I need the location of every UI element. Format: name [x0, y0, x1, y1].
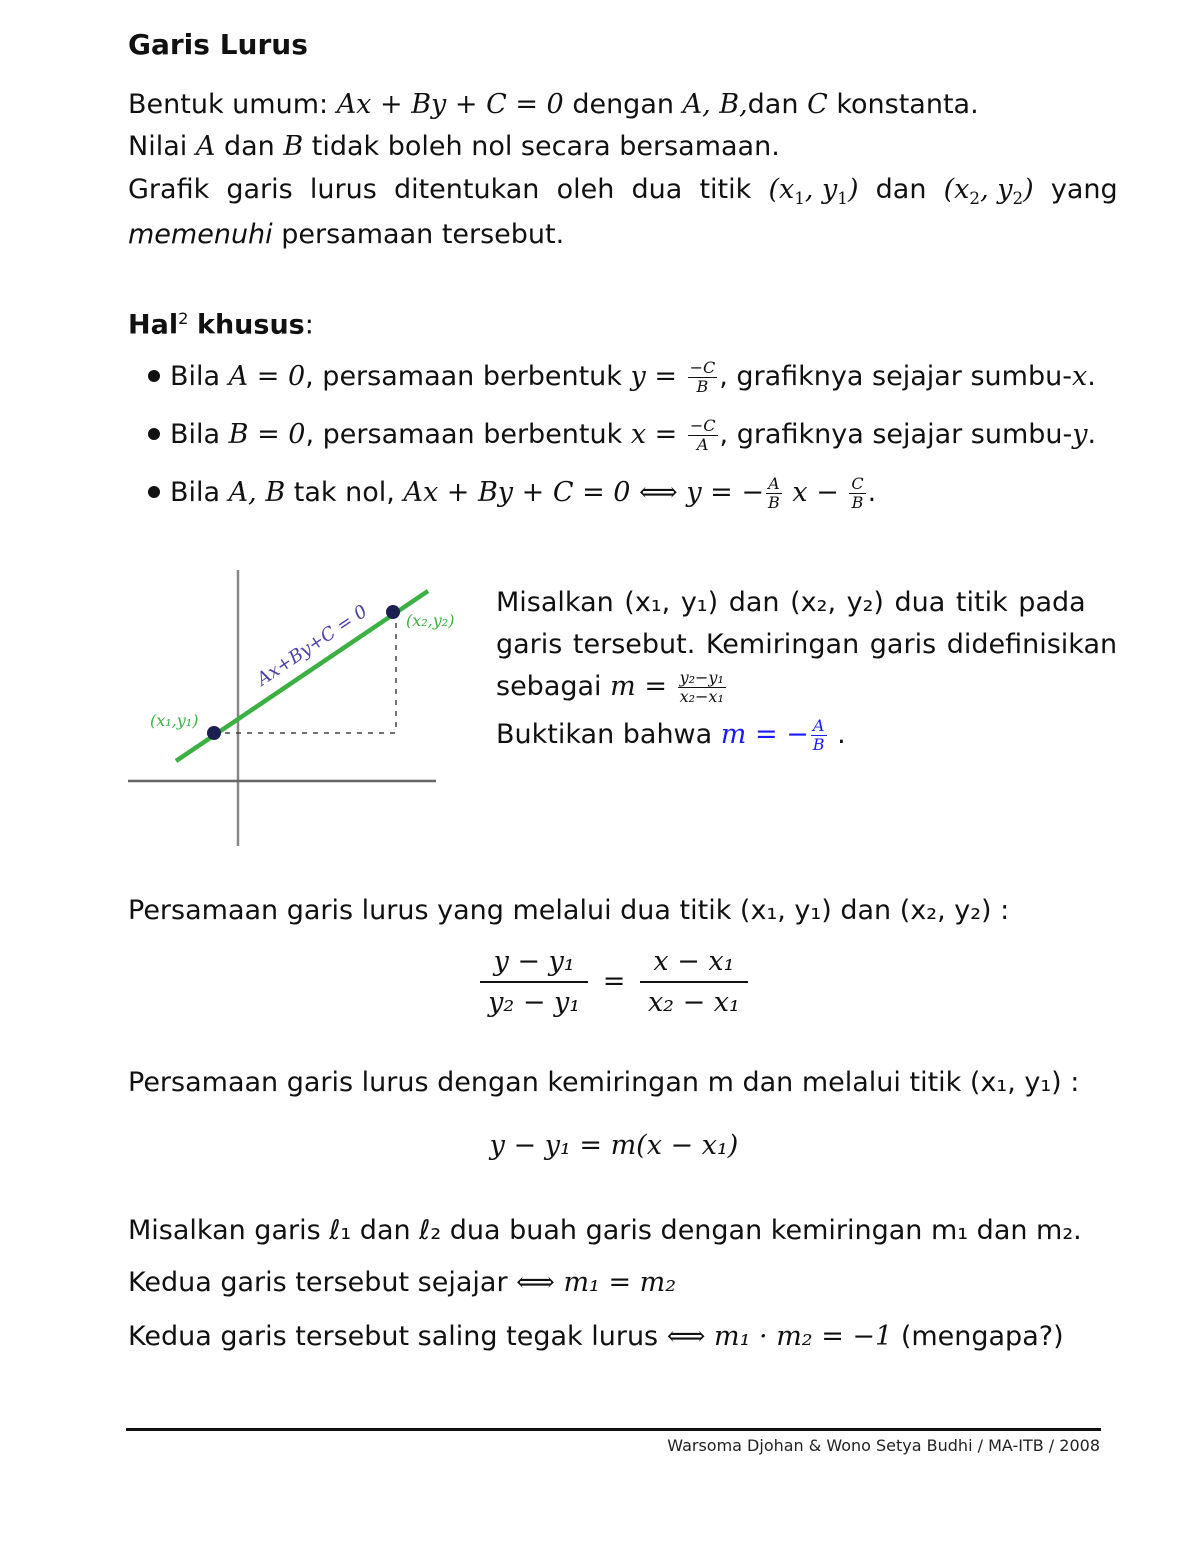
bullet-text: , persamaan berbentuk [305, 419, 623, 450]
bullet-math: x = [630, 419, 678, 450]
math-var: A [195, 131, 216, 162]
bullet-math: x − [792, 477, 839, 508]
bullet-icon [148, 370, 160, 382]
math-var: B [283, 131, 304, 162]
fraction: $\frac{-C}{B}$ [689, 358, 716, 396]
slope-line-1: Misalkan (x₁, y₁) dan (x₂, y₂) dua titik pada [496, 587, 1086, 618]
heading-sup: 2 [178, 309, 189, 328]
khusus-heading [128, 302, 314, 343]
footer-credit: Warsoma Djohan & Wono Setya Budhi / MA-ITB / 2008 [667, 1436, 1100, 1455]
intro-text: dengan [572, 89, 674, 120]
slope-line-4 [496, 718, 846, 753]
point-1 [207, 726, 221, 740]
point-2 [386, 605, 400, 619]
general-equation: Ax + By + C = 0 [336, 89, 564, 120]
footer-rule [126, 1428, 1101, 1431]
bullet-text: , grafiknya sejajar sumbu- [719, 419, 1073, 450]
intro-text: dan [747, 89, 799, 120]
bullet-math: B = 0 [228, 419, 306, 450]
parallel-math: ⟺ m₁ · m₂ = −1 [666, 1321, 893, 1352]
bullet-3: Bila A, B tak nol, Ax + By + C = 0 ⟺ y = − $\frac{A}{B}$ x − $\frac{C}{B}$ . [148, 476, 876, 511]
fraction: $\frac{C}{B}$ [851, 474, 864, 512]
bullet-text: Bila [170, 419, 221, 450]
twopoint-formula [0, 948, 1200, 1016]
slope-line-2: garis tersebut. Kemiringan garis didefinisikan [496, 629, 1118, 660]
heading-text: Hal [128, 309, 179, 341]
twopoint-rhs: $\frac{\text{x − x₁}}{\text{x₂ − x₁}}$ [640, 948, 748, 1016]
math-vars: A, B, [682, 89, 748, 120]
parallel-text: Kedua garis tersebut sejajar [128, 1267, 508, 1298]
intro-text: dan [875, 174, 927, 205]
period: . [837, 719, 846, 750]
parallel-line-3 [128, 1320, 1064, 1354]
slope-fraction: $\frac{\text{y₂−y₁}}{\text{x₂−x₁}}$ [679, 668, 724, 706]
bullet-text: Bila [170, 361, 221, 392]
intro-line-1 [128, 88, 979, 122]
slope-math: m = [610, 671, 667, 702]
page-title: Garis Lurus [128, 28, 308, 61]
intro-text: yang [1050, 174, 1118, 205]
math-var: C [807, 89, 828, 120]
intro-line-4 [128, 218, 564, 252]
intro-text: Nilai [128, 131, 188, 162]
intro-line-3: Grafik garis lurus ditentukan oleh dua titik ($x_1$, $y_1$) dan ($x_2$, $y_2$) yang [128, 174, 1118, 208]
bullet-text: tak nol, [293, 477, 395, 508]
intro-text: Grafik garis lurus ditentukan oleh dua titik [128, 174, 752, 205]
parallel-line-2 [128, 1266, 676, 1300]
bullet-text: Bila [170, 477, 221, 508]
intro-text: Bentuk umum: [128, 89, 329, 120]
fraction: $\frac{-C}{A}$ [689, 416, 716, 454]
parallel-math: ⟺ m₁ = m₂ [516, 1267, 677, 1298]
bullet-icon [148, 428, 160, 440]
bullet-math: y = [630, 361, 677, 392]
heading-colon: : [304, 309, 314, 341]
heading-text: khusus [196, 309, 305, 341]
bullet-text: , grafiknya sejajar sumbu- [719, 361, 1072, 392]
equals-sign: = [602, 965, 626, 997]
pointslope-formula: y − y₁ = m(x − x₁) [489, 1130, 739, 1161]
slope-text: sebagai [496, 671, 602, 702]
line-graph [120, 564, 460, 854]
bullet-math: y [1072, 419, 1088, 450]
slope-claim-fraction: $\frac{A}{B}$ [812, 716, 825, 754]
point-2-label: (x₂,y₂) [406, 611, 455, 630]
point-1-label: (x₁,y₁) [150, 711, 199, 730]
twopoint-text: Persamaan garis lurus yang melalui dua titik (x₁, y₁) dan (x₂, y₂) : [128, 895, 1010, 926]
intro-text: tidak boleh nol secara bersamaan. [311, 131, 780, 162]
line-label: Ax+By+C = 0 [253, 600, 372, 691]
bullet-text: , persamaan berbentuk [305, 361, 622, 392]
bullet-math: A, B [228, 477, 286, 508]
fraction: $\frac{A}{B}$ [768, 474, 780, 512]
bullet-math: x [1071, 361, 1088, 392]
pointslope-text: Persamaan garis lurus dengan kemiringan m dan melalui titik (x₁, y₁) : [128, 1067, 1080, 1098]
bullet-math: A = 0 [228, 361, 306, 392]
intro-text: persamaan tersebut. [281, 219, 565, 250]
slope-line-3 [496, 670, 728, 705]
intro-text: konstanta. [836, 89, 979, 120]
bullet-2: Bila B = 0, persamaan berbentuk x = $\frac{-C}{A}$ , grafiknya sejajar sumbu-y. [148, 418, 1096, 453]
intro-line-2 [128, 130, 780, 164]
intro-text: dan [223, 131, 275, 162]
parallel-line-1: Misalkan garis ℓ₁ dan ℓ₂ dua buah garis dengan kemiringan m₁ dan m₂. [128, 1215, 1082, 1246]
emphasis-text: memenuhi [128, 219, 273, 250]
bullet-1: Bila A = 0, persamaan berbentuk y = $\frac{-C}{B}$ , grafiknya sejajar sumbu-x. [148, 360, 1096, 395]
twopoint-lhs: $\frac{\text{y − y₁}}{\text{y₂ − y₁}}$ [480, 948, 588, 1016]
slope-claim: m = − [720, 719, 809, 750]
bullet-math: Ax + By + C = 0 ⟺ y = − [403, 477, 765, 508]
slope-text: Buktikan bahwa [496, 719, 713, 750]
bullet-icon [148, 486, 160, 498]
parallel-text: Kedua garis tersebut saling tegak lurus [128, 1321, 659, 1352]
parallel-text: (mengapa?) [900, 1321, 1064, 1352]
